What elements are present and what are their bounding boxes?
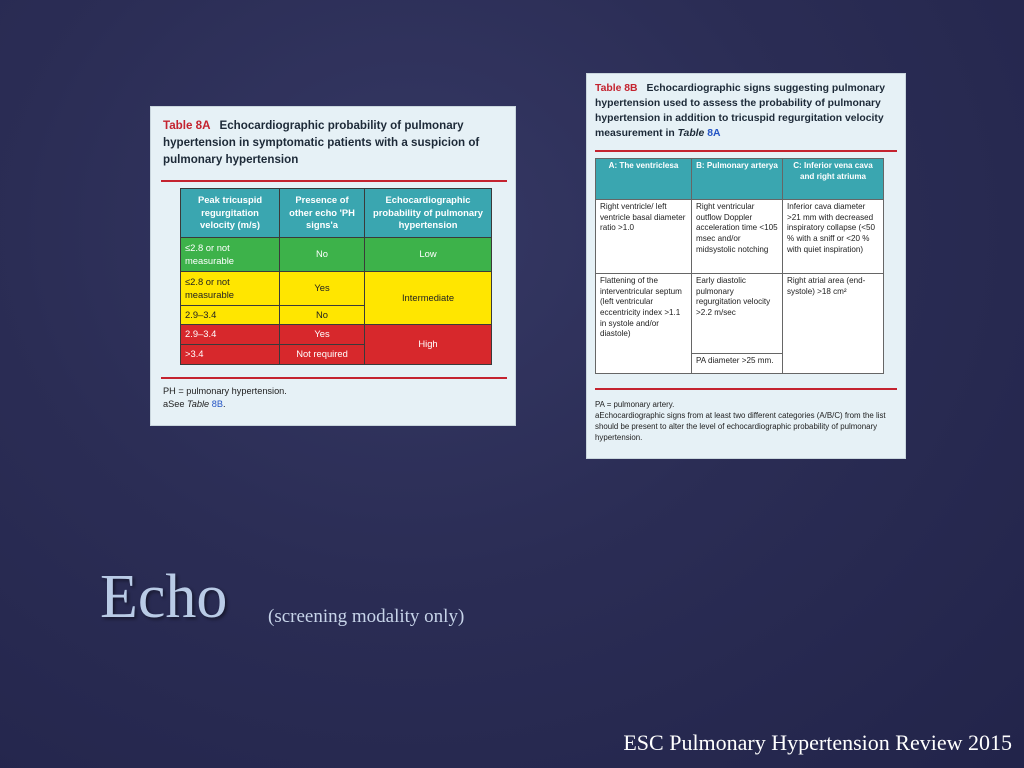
table-row — [181, 325, 492, 345]
table-8a-footnotes — [163, 385, 503, 411]
table-8a-header-probability: Echocardiographic probability of pulmonary hypertension — [365, 189, 492, 238]
table-row — [596, 200, 884, 274]
table-8a-cell-probability-intermediate: Intermediate — [365, 272, 492, 325]
slide-source: ESC Pulmonary Hypertension Review 2015 — [623, 730, 1012, 755]
table-8a-cell-probability-high: High — [365, 325, 492, 365]
table-8a-cell-velocity: 2.9–3.4 — [181, 306, 280, 325]
table-8b-footnote-criteria: aEchocardiographic signs from at least two different categories (A/B/C) from the list should be present to alter the level of echocardiographic probability of pulmonary hypertension. — [595, 411, 886, 443]
table-8a-cell-signs: Yes — [280, 272, 365, 306]
table-8a-number: Table 8A — [163, 119, 211, 132]
footnote-italic: Table — [187, 398, 212, 409]
table-8b-caption — [595, 81, 901, 141]
table-8b-cell: PA diameter >25 mm. — [692, 354, 783, 374]
table-8a-cell-velocity: ≤2.8 or not measurable — [181, 272, 280, 306]
table-8b-top-rule — [595, 150, 897, 152]
table-8a-bottom-rule — [161, 377, 507, 379]
table-8a-cell-velocity: >3.4 — [181, 345, 280, 365]
slide-subtitle: (screening modality only) — [268, 606, 465, 627]
footnote-link: 8B — [211, 398, 223, 409]
table-8a-cell-velocity: 2.9–3.4 — [181, 325, 280, 345]
table-8a-header-velocity: Peak tricuspid regurgitation velocity (m/s) — [181, 189, 280, 238]
table-8a-cell-probability-low: Low — [365, 238, 492, 272]
table-8b-header-row — [596, 159, 884, 200]
table-8b-caption-ref: 8A — [707, 128, 721, 140]
table-row — [181, 272, 492, 306]
table-8b-cell: Flattening of the interventricular septum (left ventricular eccentricity index >1.1 in systole and/or diastole) — [596, 274, 692, 374]
table-8a-cell-velocity: ≤2.8 or not measurable — [181, 238, 280, 272]
footnote-text: aSee — [163, 398, 188, 409]
table-8b-caption-italic: Table — [677, 128, 708, 140]
table-8a-header-signs: Presence of other echo 'PH signs'a — [280, 189, 365, 238]
table-8a-footnote-ref — [163, 398, 503, 411]
slide-title: Echo — [100, 563, 228, 631]
table-8b-header-ventricles: A: The ventriclesa — [596, 159, 692, 200]
table-8a-footnote-abbrev: PH = pulmonary hypertension. — [163, 386, 287, 396]
table-8a-image — [150, 106, 516, 426]
table-8b — [595, 158, 884, 374]
table-row — [181, 238, 492, 272]
table-8b-cell: Early diastolic pulmonary regurgitation velocity >2.2 m/sec — [692, 274, 783, 354]
table-8b-cell: Right ventricular outflow Doppler acceleration time <105 msec and/or midsystolic notching — [692, 200, 783, 274]
table-8b-caption-text: Echocardiographic signs suggesting pulmonary hypertension used to assess the probability of pulmonary hypertension in addition to tricuspid regurgitation velocity measurement in — [595, 83, 885, 140]
table-row — [596, 274, 884, 354]
table-8a — [180, 188, 492, 365]
table-8a-cell-signs: Not required — [280, 345, 365, 365]
table-8a-top-rule — [161, 180, 507, 182]
table-8a-caption-text: Echocardiographic probability of pulmonary hypertension in symptomatic patients with a suspicion of pulmonary hypertension — [163, 119, 480, 166]
table-8b-cell: Right atrial area (end-systole) >18 cm² — [783, 274, 884, 374]
table-8a-caption — [163, 118, 508, 168]
table-8a-cell-signs: No — [280, 238, 365, 272]
table-8b-footnotes — [595, 399, 901, 443]
table-8a-header-row — [181, 189, 492, 238]
table-8a-cell-signs: Yes — [280, 325, 365, 345]
table-8b-number: Table 8B — [595, 83, 638, 94]
footnote-text: . — [222, 398, 226, 409]
table-8b-footnote-abbrev: PA = pulmonary artery. — [595, 400, 675, 409]
table-8b-cell: Inferior cava diameter >21 mm with decreased inspiratory collapse (<50 % with a sniff or <20 % with quiet inspiration) — [783, 200, 884, 274]
table-8b-header-ivc-atrium: C: Inferior vena cava and right atriuma — [783, 159, 884, 200]
table-8b-bottom-rule — [595, 388, 897, 390]
table-8b-header-pulmonary-artery: B: Pulmonary arterya — [692, 159, 783, 200]
table-8b-cell: Right ventricle/ left ventricle basal diameter ratio >1.0 — [596, 200, 692, 274]
table-8b-image — [586, 73, 906, 459]
table-8a-cell-signs: No — [280, 306, 365, 325]
